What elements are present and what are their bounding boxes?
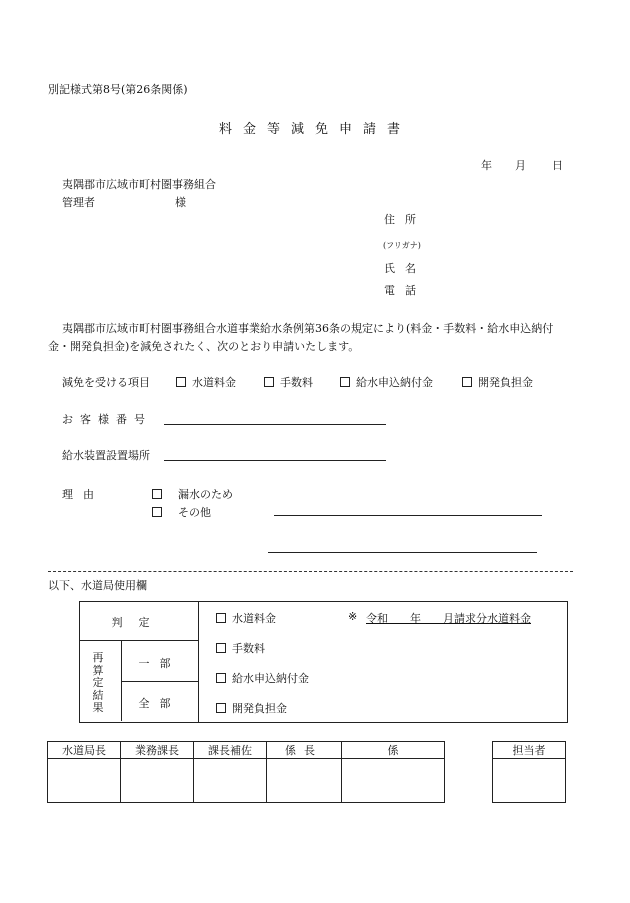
- approval-table: [47, 741, 445, 803]
- customer-number-field[interactable]: [164, 424, 386, 425]
- checkbox[interactable]: [462, 377, 472, 387]
- stamp-cell[interactable]: [48, 759, 121, 803]
- reason-other-field[interactable]: [274, 515, 542, 516]
- date-month: 月: [515, 159, 526, 172]
- form-number: 別記様式第8号(第26条関係): [48, 83, 188, 96]
- addressee-manager: 管理者: [62, 196, 95, 209]
- rejudgment-label: 再算定結果: [92, 651, 104, 714]
- location-label: 給水装置設置場所: [62, 449, 150, 462]
- approval-col-assistant: 課長補佐: [194, 742, 267, 759]
- reason-option-other[interactable]: その他: [152, 504, 211, 520]
- judgment-label: 判定: [111, 616, 166, 629]
- body-line-2: 金・開発負担金)を減免されたく、次のとおり申請いたします。: [48, 340, 360, 353]
- approval-col-subsection-chief: 係長: [267, 742, 342, 759]
- furigana-label: (フリガナ): [383, 241, 421, 250]
- date-year: 年: [481, 159, 492, 172]
- checkbox[interactable]: [264, 377, 274, 387]
- divider: [79, 640, 198, 641]
- office-heading: 以下、水道局使用欄: [48, 579, 147, 592]
- customer-number-label: お客様番号: [62, 413, 152, 426]
- checkbox[interactable]: [216, 703, 226, 713]
- divider: [121, 681, 198, 682]
- exemption-label: 減免を受ける項目: [62, 376, 150, 389]
- reason-other-field-2[interactable]: [268, 552, 537, 553]
- office-item-water[interactable]: 水道料金: [216, 610, 276, 626]
- approval-col-director: 水道局長: [48, 742, 121, 759]
- stamp-cell[interactable]: [194, 759, 267, 803]
- office-item-development[interactable]: 開発負担金: [216, 700, 287, 716]
- date-day: 日: [552, 159, 563, 172]
- stamp-cell[interactable]: [342, 759, 445, 803]
- checkbox[interactable]: [216, 613, 226, 623]
- addressee-organization: 夷隅郡市広域市町村圏事務組合: [62, 178, 216, 191]
- reason-label: 理由: [62, 488, 104, 501]
- checkbox[interactable]: [216, 643, 226, 653]
- stamp-cell[interactable]: [267, 759, 342, 803]
- separator: [48, 571, 573, 572]
- partial-label: 一部: [138, 657, 181, 670]
- stamp-cell[interactable]: [121, 759, 194, 803]
- exemption-option-fee[interactable]: 手数料: [264, 374, 313, 390]
- name-label: 氏名: [384, 262, 426, 275]
- office-item-application[interactable]: 給水申込納付金: [216, 670, 309, 686]
- stamp-cell[interactable]: [493, 759, 566, 803]
- staff-col: 担当者: [493, 742, 566, 759]
- checkbox[interactable]: [152, 507, 162, 517]
- exemption-option-development[interactable]: 開発負担金: [462, 374, 533, 390]
- body-line-1: 夷隅郡市広域市町村圏事務組合水道事業給水条例第36条の規定により(料金・手数料・給水申込納付: [62, 322, 554, 335]
- full-label: 全部: [138, 697, 181, 710]
- exemption-option-water[interactable]: 水道料金: [176, 374, 236, 390]
- reason-option-leak[interactable]: 漏水のため: [152, 486, 233, 502]
- note-mark: ※: [348, 610, 358, 623]
- page-title: 料金等減免申請書: [218, 122, 411, 137]
- checkbox[interactable]: [176, 377, 186, 387]
- divider: [198, 601, 199, 722]
- approval-col-section-chief: 業務課長: [121, 742, 194, 759]
- exemption-option-application[interactable]: 給水申込納付金: [340, 374, 433, 390]
- note-text: 令和 年 月請求分水道料金: [366, 612, 531, 625]
- staff-table: [492, 741, 566, 803]
- office-item-fee[interactable]: 手数料: [216, 640, 265, 656]
- phone-label: 電話: [384, 284, 426, 297]
- checkbox[interactable]: [152, 489, 162, 499]
- approval-col-staff: 係: [342, 742, 445, 759]
- address-label: 住所: [384, 213, 426, 226]
- checkbox[interactable]: [340, 377, 350, 387]
- location-field[interactable]: [164, 460, 386, 461]
- checkbox[interactable]: [216, 673, 226, 683]
- addressee-honorific: 様: [175, 196, 186, 209]
